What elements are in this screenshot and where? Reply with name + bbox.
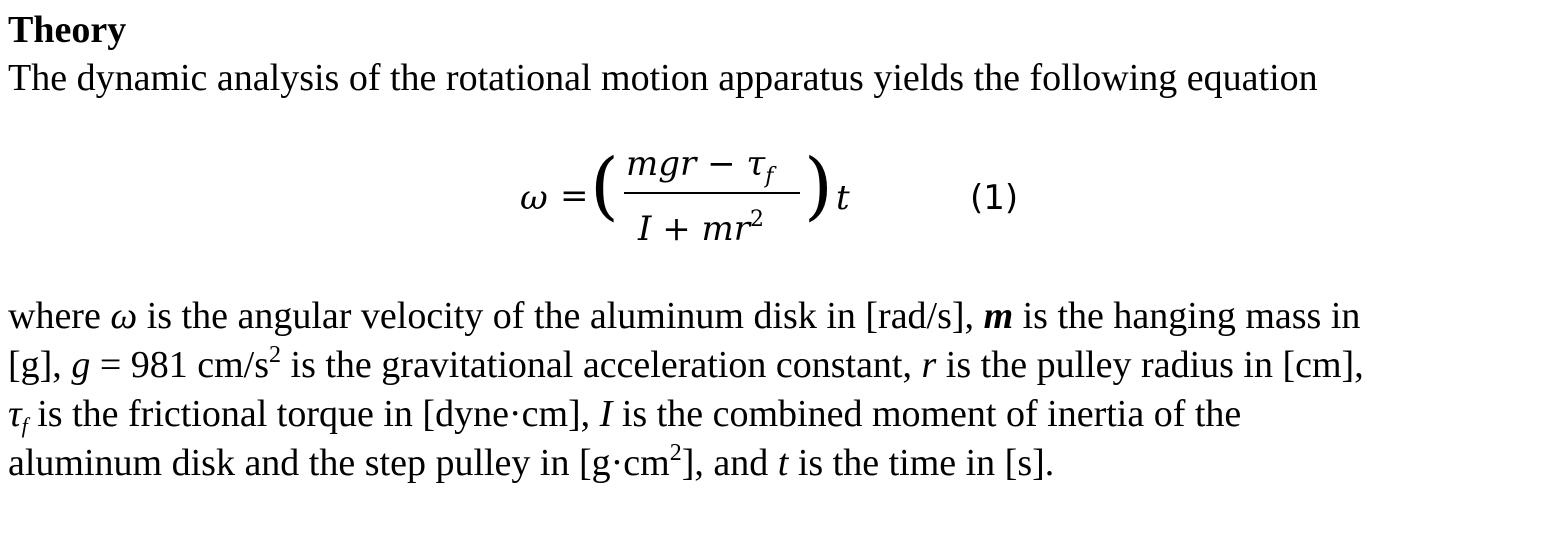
def4-text-a: aluminum disk and the step pulley in [g·cm [8, 442, 670, 484]
numerator-minus: − [696, 144, 747, 184]
def2-text-b: = 981 cm/s [90, 344, 270, 386]
equation-left-paren: ( [590, 143, 619, 229]
def2-text-a: [g], [8, 344, 72, 386]
def3-text-a: is the frictional torque in [dyne·cm], [27, 393, 600, 435]
def1-m: m [983, 295, 1014, 337]
def3-I: I [599, 393, 613, 435]
equation-lhs-omega: ω [520, 178, 548, 218]
def2-r: r [921, 344, 937, 386]
numerator-tau: τ [746, 144, 766, 184]
equation-right-paren: ) [804, 143, 833, 229]
def2-superscript: 2 [269, 342, 282, 368]
def3-tau: τ [8, 393, 22, 435]
def4-t: t [777, 442, 789, 484]
definition-line-1 [8, 292, 1548, 341]
def1-omega: ω [110, 295, 138, 337]
def3-tau-subscript: f [21, 413, 28, 438]
def1-text-b: is the angular velocity of the aluminum disk in [rad/s], [137, 295, 984, 337]
equation-equals-sign: = [560, 176, 589, 216]
numerator-tau-subscript: f [765, 164, 774, 189]
definition-line-4 [8, 439, 1548, 488]
def2-text-d: is the pulley radius in [cm], [936, 344, 1364, 386]
equation-multiplier-t: t [836, 178, 850, 218]
denominator-I: I [638, 209, 652, 249]
section-heading: Theory [8, 9, 127, 51]
def4-text-c: is the time in [s]. [788, 442, 1055, 484]
def2-g: g [71, 344, 91, 386]
equation-block [8, 140, 1548, 260]
numerator-mgr: mgr [626, 144, 697, 184]
definition-line-3 [8, 390, 1548, 439]
def4-text-b: ], and [681, 442, 778, 484]
equation-number: (1) [970, 178, 1019, 218]
definition-line-2 [8, 341, 1548, 390]
def1-text-c: is the hanging mass in [1013, 295, 1361, 337]
denominator-exponent: 2 [750, 207, 765, 232]
denominator-plus: + [651, 209, 702, 249]
def1-text-a: where [8, 295, 111, 337]
equation-denominator [638, 200, 764, 249]
variable-definitions [8, 292, 1548, 488]
def2-text-c: is the gravitational acceleration constant, [281, 344, 922, 386]
intro-paragraph: The dynamic analysis of the rotational motion apparatus yields the following equation [8, 57, 1318, 99]
denominator-mr: mr [701, 209, 751, 249]
equation-numerator [626, 144, 773, 197]
def4-superscript: 2 [669, 440, 682, 466]
def3-text-b: is the combined moment of inertia of the [612, 393, 1242, 435]
fraction-bar [624, 192, 800, 194]
